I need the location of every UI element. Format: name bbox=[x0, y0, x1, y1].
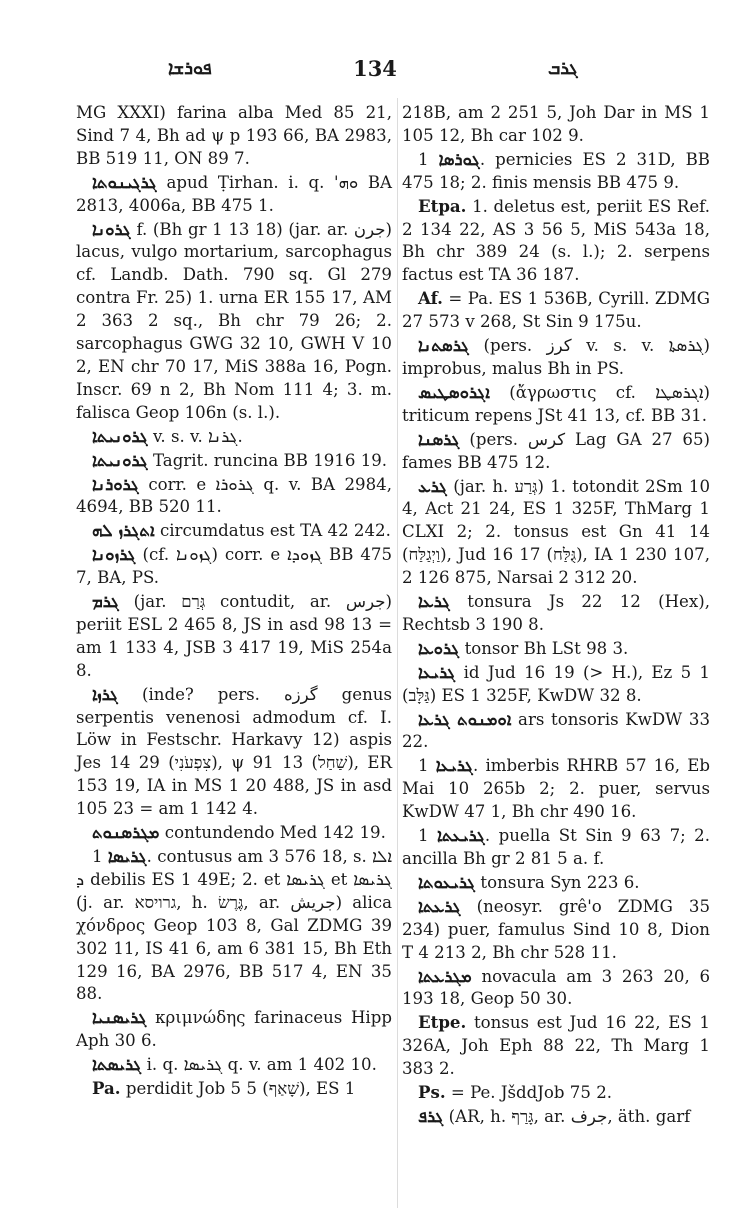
entry-definition: = Pe. JšddJob 75 2. bbox=[450, 1083, 613, 1103]
entry-headword: ܓܪܡ bbox=[92, 591, 119, 612]
dictionary-entry bbox=[402, 871, 710, 895]
entry-headword: ܓܪܝܣܢܝܐ bbox=[92, 1007, 147, 1028]
dictionary-entry bbox=[76, 102, 392, 171]
entry-headword: ܐܓܪܘܣܛܝܣ bbox=[418, 381, 490, 402]
entry-definition: 1. puella St Sin 9 63 7; 2. ancilla Bh gr 2 81 5 a. f. bbox=[402, 826, 710, 868]
entry-definition: (jar. h. גְּרַע) 1. totondit 2Sm 10 4, Act 21 24, ES 1 325F, ThMarg 1 CLXI 2; 2. tonsus est Gn 41 14 (וַיְגַלַּח), Jud 16 17 (גֻּלַּח), IA 1 230 107, 2 126 875, Narsai 2 312 20. bbox=[402, 476, 711, 588]
entry-headword: ܓܪܣܢܐ bbox=[418, 428, 460, 449]
entry-headword: ܓܪܥ bbox=[418, 475, 448, 496]
entry-headword: ܓܪܘܢܝܬܐ bbox=[92, 425, 148, 446]
entry-headword: ܓܪܝܥܐ bbox=[418, 661, 456, 682]
dictionary-entry bbox=[402, 475, 710, 591]
dictionary-entry bbox=[76, 683, 392, 821]
entry-definition: (ἄγρωστις cf. ܐܓܪܣܛܐ) triticum repens JSt 41 13, cf. BB 31. bbox=[402, 382, 710, 425]
dictionary-entry bbox=[76, 821, 392, 845]
entry-headword: ܓܪܝܣܬܐ bbox=[92, 1054, 142, 1075]
dictionary-entry bbox=[402, 637, 710, 661]
entry-definition: i. q. ܓܪܝܣܐ q. v. am 1 402 10. bbox=[146, 1055, 377, 1075]
entry-headword: ܓܪܘܪܢܐ bbox=[92, 473, 139, 494]
right-column bbox=[402, 102, 710, 1129]
dictionary-entry bbox=[402, 1011, 710, 1081]
dictionary-entry bbox=[76, 425, 392, 449]
dictionary-entry bbox=[402, 895, 710, 965]
entry-definition: 1. imberbis RHRB 57 16, Eb Mai 10 265b 2; 2. puer, servus KwDW 47 1, Bh chr 490 16. bbox=[402, 756, 710, 822]
entry-definition: (pers. كرس Lag GA 27 65) fames BB 475 12. bbox=[402, 429, 710, 472]
running-head-right: ܓܪܒ bbox=[548, 58, 578, 79]
entry-headword: ܓܪܘܢܐ bbox=[92, 218, 131, 239]
entry-definition: tonsor Bh LSt 98 3. bbox=[464, 638, 629, 658]
entry-headword: ܓܪܝܥܬܐ bbox=[437, 825, 485, 846]
dictionary-entry bbox=[402, 1081, 710, 1105]
entry-headword: ܓܪܝܣܐ bbox=[107, 846, 147, 866]
dictionary-entry bbox=[402, 590, 710, 637]
entry-definition: perdidit Job 5 5 (שָׁאַף), ES 1 bbox=[125, 1079, 356, 1099]
dictionary-entry bbox=[76, 519, 392, 543]
dictionary-entry bbox=[402, 102, 710, 148]
dictionary-entry bbox=[76, 218, 392, 425]
entry-definition: tonsura Js 22 12 (Hex), Rechtsb 3 190 8. bbox=[402, 592, 710, 634]
entry-definition: tonsura Syn 223 6. bbox=[480, 872, 640, 892]
dictionary-entry bbox=[76, 1053, 392, 1077]
entry-definition: 1. deletus est, periit ES Ref. 2 134 22, AS 3 56 5, MiS 543a 18, Bh chr 389 24 (s. l.); 2. serpens factus est TA 36 187. bbox=[402, 196, 710, 285]
entry-definition: ars tonsoris KwDW 33 22. bbox=[402, 709, 710, 752]
dictionary-entry bbox=[76, 590, 392, 683]
entry-headword: ܓܪܥܬܐ bbox=[418, 895, 461, 916]
dictionary-entry bbox=[402, 195, 710, 288]
dictionary-entry bbox=[402, 661, 710, 708]
dictionary-entry bbox=[76, 171, 392, 218]
entry-headword: ܓܘܪܣܐ bbox=[438, 148, 480, 169]
entry-headword: ܓܪܣܬܢܐ bbox=[418, 335, 470, 356]
entry-definition: (AR, h. גָּרַף, ar. جرف, äth. garf bbox=[448, 1106, 691, 1126]
entry-stem-label: Af. bbox=[418, 288, 443, 309]
dictionary-entry bbox=[402, 148, 710, 195]
entry-definition: circumdatus est TA 42 242. bbox=[159, 521, 391, 541]
entry-definition: novacula am 3 263 20, 6 193 18, Geop 50 30. bbox=[402, 966, 710, 1009]
entry-definition: (jar. גְּרַם contudit, ar. جرس) periit ESL 2 465 8, JS in asd 98 13 = am 1 133 4, JSB 3 417 19, MiS 254a 8. bbox=[76, 592, 392, 680]
entry-definition: tonsus est Jud 16 22, ES 1 326A, Joh Eph 88 22, Th Marg 1 383 2. bbox=[402, 1013, 710, 1079]
dictionary-entry bbox=[76, 449, 392, 473]
entry-headword: ܡܓܪܥܬܐ bbox=[418, 965, 472, 986]
entry-headword: ܐܘܡܢܘܬ ܓܪܥܐ bbox=[418, 708, 512, 729]
entry-definition: corr. e ܓܪܘܪܐ q. v. BA 2984, 4694, BB 520 11. bbox=[76, 474, 393, 517]
entry-definition: contundendo Med 142 19. bbox=[164, 823, 386, 843]
entry-headword: ܓܪܝܥܘܬܐ bbox=[418, 871, 476, 892]
entry-stem-label: Etpe. bbox=[418, 1012, 467, 1033]
entry-definition: MG XXXI) farina alba Med 85 21, Sind 7 4, Bh ad ψ p 193 66, BA 2983, BB 519 11, ON 89 7. bbox=[76, 103, 392, 168]
dictionary-entry bbox=[76, 1006, 392, 1053]
entry-definition: (cf. ܓܙܘܢܐ) corr. e ܓܙܘܕܐ BB 475 7, BA, PS. bbox=[76, 545, 392, 588]
dictionary-entry bbox=[402, 428, 710, 475]
entry-headword: ܓܪܘܥܐ bbox=[418, 637, 460, 658]
entry-definition: f. (Bh gr 1 13 18) (jar. ar. جرن) lacus, vulgo mortarium, sarcophagus cf. Landb. Dath. 790 sq. Gl 279 contra Fr. 25) 1. urna ER 155 17, AM 2 363 2 sq., Bh chr 79 26; 2. sarcophagus GWG 32 10, GWH V 10 2, EN chr 70 17, MiS 388a 16, Pogn. Inscr. 69 n 2, Bh Nom 111 4; 3. m. falisca Geop 106n (s. l.). bbox=[76, 219, 392, 422]
entry-headword: ܓܪܙܘܢܐ bbox=[92, 544, 136, 565]
entry-headword: ܓܪܙܐ bbox=[92, 683, 119, 704]
entry-stem-label: Ps. bbox=[418, 1082, 446, 1103]
dictionary-entry bbox=[402, 708, 710, 755]
entry-definition: (neosyr. grê'o ZDMG 35 234) puer, famulus Sind 10 8, Dion T 4 213 2, Bh chr 528 11. bbox=[402, 896, 710, 962]
dictionary-entry bbox=[402, 381, 710, 428]
entry-headword: ܓܪܥܐ bbox=[418, 591, 451, 612]
dictionary-entry bbox=[402, 754, 710, 824]
dictionary-entry bbox=[402, 334, 710, 381]
left-column bbox=[76, 102, 392, 1101]
dictionary-entry bbox=[402, 287, 710, 334]
entry-definition: (pers. كرز v. s. v. ܓܪܣܬܐ) improbus, malus Bh in PS. bbox=[402, 336, 711, 378]
entry-definition: = Pa. ES 1 536B, Cyrill. ZDMG 27 573 v 268, St Sin 9 175u. bbox=[402, 289, 710, 332]
entry-stem-label: Etpa. bbox=[418, 195, 467, 216]
entry-definition: v. s. v. ܓܪܢܐ. bbox=[153, 426, 243, 446]
entry-definition: apud Ṭirhan. i. q. 'ܘܗ BA 2813, 4006a, BB 475 1. bbox=[76, 172, 392, 215]
dictionary-entry bbox=[76, 1077, 392, 1101]
dictionary-entry bbox=[402, 1105, 710, 1129]
dictionary-entry bbox=[76, 543, 392, 590]
entry-definition: 1. contusus am 3 576 18, s. ܐܠܐ ܕ debilis ES 1 49E; 2. et ܓܪܝܣܐ et ܓܪܝܣܐ (j. ar. גרויסא, h. גֶּרֶשׂ, ar. جريش) alica χόνδρος Geop 103 8, Gal ZDMG 39 302 11, IS 41 6, am 6 381 15, Bh Eth 129 16, BA 2976, BB 517 4, EN 35 88. bbox=[76, 847, 392, 1004]
column-divider bbox=[397, 98, 398, 1208]
entry-headword: ܐܬܓܪܙ ܠܗ bbox=[92, 520, 155, 541]
entry-stem-label: Pa. bbox=[92, 1078, 121, 1099]
dictionary-entry bbox=[76, 845, 392, 1006]
entry-headword: ܡܓܪܣܢܘܬ bbox=[92, 822, 160, 843]
entry-definition: κριμνώδης farinaceus Hipp Aph 30 6. bbox=[76, 1008, 392, 1051]
entry-definition: (inde? pers. گرزه genus serpentis venenosi admodum cf. I. Löw in Festschr. Harkavy 12) aspis Jes 14 29 (צִפְעֹנִי), ψ 91 13 (שַׁחַל), ER 153 19, IA in MS 1 20 488, JS in asd 105 23 = am 1 142 4. bbox=[76, 684, 393, 819]
dictionary-entry bbox=[402, 965, 710, 1012]
dictionary-entry bbox=[76, 473, 392, 520]
entry-definition: 218B, am 2 251 5, Joh Dar in MS 1 105 12, Bh car 102 9. bbox=[402, 103, 710, 145]
entry-headword: ܓܪܘܢܝܬܐ bbox=[92, 449, 148, 470]
entry-definition: Tagrit. runcina BB 1916 19. bbox=[153, 450, 388, 470]
entry-definition: 1. pernicies ES 2 31D, BB 475 18; 2. finis mensis BB 475 9. bbox=[402, 149, 710, 192]
dictionary-entry bbox=[402, 824, 710, 871]
entry-definition: id Jud 16 19 (> H.), Ez 5 1 (גַּלָּב) ES 1 325F, KwDW 32 8. bbox=[402, 662, 710, 705]
entry-headword: ܓܪܦ bbox=[418, 1105, 444, 1126]
entry-headword: ܓܪܝܥܐ bbox=[435, 755, 474, 776]
running-head-left: ܦܘܪܫܐ bbox=[168, 58, 212, 79]
entry-headword: ܓܪܓܝܢܘܬܐ bbox=[92, 171, 157, 192]
page-number: 134 bbox=[353, 56, 397, 81]
page-header bbox=[0, 56, 750, 86]
